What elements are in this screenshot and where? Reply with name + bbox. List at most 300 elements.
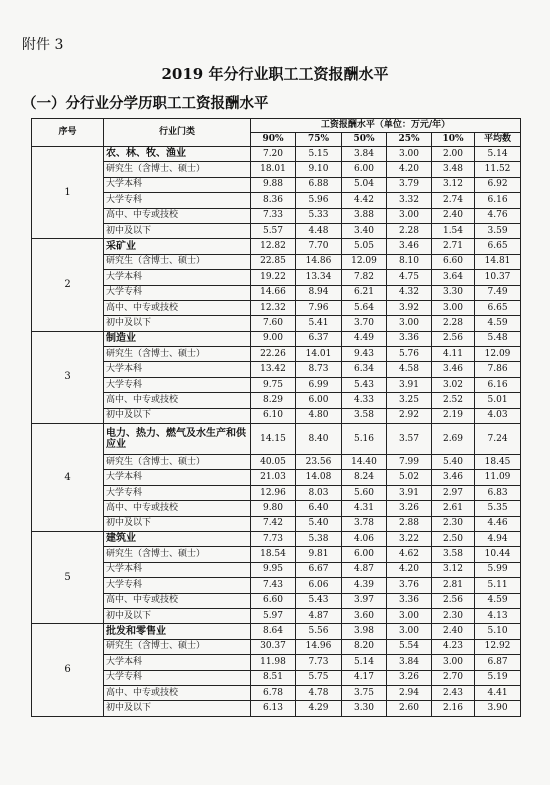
wage-value: 2.70 [432,670,475,685]
wage-value: 3.84 [387,655,432,670]
wage-value: 3.00 [432,300,475,315]
wage-value: 7.73 [251,531,296,546]
wage-value: 5.10 [475,624,521,639]
wage-value: 7.24 [475,424,521,455]
wage-value: 3.40 [342,223,387,238]
education-level: 高中、中专或技校 [104,393,251,408]
wage-value: 4.42 [342,193,387,208]
industry-name: 制造业 [104,331,251,346]
table-row [32,193,521,208]
wage-value: 8.24 [342,470,387,485]
wage-value: 6.13 [251,701,296,716]
row-index: 5 [32,531,104,623]
wage-value: 9.95 [251,562,296,577]
wage-value: 7.99 [387,455,432,470]
wage-value: 2.40 [432,208,475,223]
wage-value: 30.37 [251,639,296,654]
wage-value: 2.28 [432,316,475,331]
wage-value: 4.29 [296,701,342,716]
wage-value: 6.00 [342,547,387,562]
industry-name: 批发和零售业 [104,624,251,639]
wage-value: 4.20 [387,162,432,177]
wage-value: 3.92 [387,300,432,315]
table-row [32,362,521,377]
education-level: 大学专科 [104,377,251,392]
wage-value: 5.48 [475,331,521,346]
wage-value: 3.91 [387,377,432,392]
wage-value: 6.10 [251,408,296,423]
header-col: 75% [296,133,342,147]
wage-value: 13.42 [251,362,296,377]
wage-value: 3.59 [475,223,521,238]
wage-value: 3.00 [387,147,432,162]
wage-value: 6.21 [342,285,387,300]
table-row [32,300,521,315]
wage-value: 6.60 [251,593,296,608]
wage-value: 4.87 [342,562,387,577]
wage-value: 7.70 [296,239,342,254]
wage-value: 6.16 [475,377,521,392]
wage-value: 4.87 [296,608,342,623]
wage-value: 2.00 [432,147,475,162]
wage-value: 3.32 [387,193,432,208]
wage-value: 23.56 [296,455,342,470]
wage-value: 12.92 [475,639,521,654]
wage-value: 4.80 [296,408,342,423]
wage-value: 8.73 [296,362,342,377]
wage-value: 9.88 [251,177,296,192]
wage-value: 8.29 [251,393,296,408]
table-row [32,655,521,670]
section-heading: （一）分行业分学历职工工资报酬水平 [22,95,269,112]
wage-value: 22.85 [251,254,296,269]
wage-value: 3.64 [432,270,475,285]
table-row [32,701,521,716]
table-row [32,501,521,516]
wage-value: 8.36 [251,193,296,208]
wage-value: 5.38 [296,531,342,546]
education-level: 大学专科 [104,285,251,300]
wage-value: 2.60 [387,701,432,716]
wage-value: 2.56 [432,593,475,608]
wage-value: 2.19 [432,408,475,423]
wage-value: 11.52 [475,162,521,177]
wage-value: 14.08 [296,470,342,485]
table-row [32,285,521,300]
table-row [32,177,521,192]
education-level: 大学专科 [104,193,251,208]
table-row [32,531,521,546]
table-row [32,455,521,470]
wage-value: 3.90 [475,701,521,716]
wage-value: 7.43 [251,578,296,593]
wage-value: 5.16 [342,424,387,455]
wage-value: 3.00 [387,316,432,331]
wage-value: 9.43 [342,347,387,362]
wage-value: 6.83 [475,485,521,500]
wage-value: 5.64 [342,300,387,315]
table-row [32,208,521,223]
education-level: 初中及以下 [104,608,251,623]
row-index: 2 [32,239,104,331]
wage-value: 3.57 [387,424,432,455]
wage-value: 6.65 [475,239,521,254]
wage-value: 7.60 [251,316,296,331]
wage-value: 3.76 [387,578,432,593]
wage-value: 4.13 [475,608,521,623]
table-row [32,377,521,392]
wage-value: 18.45 [475,455,521,470]
wage-value: 3.46 [432,362,475,377]
wage-value: 4.46 [475,516,521,531]
wage-value: 4.17 [342,670,387,685]
wage-value: 14.86 [296,254,342,269]
wage-value: 6.78 [251,685,296,700]
education-level: 初中及以下 [104,701,251,716]
wage-value: 6.34 [342,362,387,377]
wage-value: 5.96 [296,193,342,208]
wage-value: 4.49 [342,331,387,346]
table-row [32,331,521,346]
table-row [32,162,521,177]
education-level: 研究生（含博士、硕士） [104,162,251,177]
wage-table [31,118,521,717]
header-col: 25% [387,133,432,147]
wage-value: 3.00 [432,655,475,670]
wage-value: 3.70 [342,316,387,331]
wage-value: 5.05 [342,239,387,254]
table-row [32,408,521,423]
wage-value: 3.58 [432,547,475,562]
wage-value: 14.40 [342,455,387,470]
wage-value: 3.60 [342,608,387,623]
wage-value: 9.00 [251,331,296,346]
row-index: 6 [32,624,104,716]
wage-value: 14.66 [251,285,296,300]
wage-value: 5.40 [432,455,475,470]
wage-value: 5.56 [296,624,342,639]
wage-value: 3.00 [387,624,432,639]
wage-value: 4.59 [475,593,521,608]
education-level: 大学本科 [104,562,251,577]
wage-value: 5.14 [475,147,521,162]
wage-value: 5.43 [296,593,342,608]
wage-value: 8.40 [296,424,342,455]
wage-value: 4.75 [387,270,432,285]
wage-value: 2.30 [432,608,475,623]
wage-value: 14.15 [251,424,296,455]
wage-value: 2.88 [387,516,432,531]
table-row [32,485,521,500]
wage-value: 12.96 [251,485,296,500]
industry-name: 建筑业 [104,531,251,546]
wage-value: 3.78 [342,516,387,531]
wage-value: 5.02 [387,470,432,485]
wage-value: 4.76 [475,208,521,223]
wage-value: 6.16 [475,193,521,208]
wage-value: 2.56 [432,331,475,346]
wage-value: 6.87 [475,655,521,670]
education-level: 研究生（含博士、硕士） [104,639,251,654]
table-row [32,547,521,562]
table-row [32,316,521,331]
wage-value: 3.91 [387,485,432,500]
wage-value: 3.36 [387,331,432,346]
row-index: 4 [32,424,104,532]
wage-value: 12.09 [342,254,387,269]
wage-value: 22.26 [251,347,296,362]
wage-value: 2.69 [432,424,475,455]
wage-value: 8.03 [296,485,342,500]
wage-value: 2.28 [387,223,432,238]
table-row [32,393,521,408]
wage-value: 11.09 [475,470,521,485]
wage-value: 6.37 [296,331,342,346]
row-index: 1 [32,147,104,239]
wage-value: 19.22 [251,270,296,285]
header-col: 50% [342,133,387,147]
wage-value: 4.33 [342,393,387,408]
wage-value: 2.61 [432,501,475,516]
wage-value: 14.96 [296,639,342,654]
wage-value: 7.49 [475,285,521,300]
education-level: 大学本科 [104,362,251,377]
education-level: 大学专科 [104,670,251,685]
table-row [32,223,521,238]
wage-value: 2.81 [432,578,475,593]
wage-value: 3.22 [387,531,432,546]
wage-value: 3.12 [432,177,475,192]
wage-value: 5.04 [342,177,387,192]
industry-name: 采矿业 [104,239,251,254]
wage-value: 5.75 [296,670,342,685]
wage-value: 4.58 [387,362,432,377]
wage-value: 6.00 [296,393,342,408]
table-row [32,670,521,685]
wage-value: 4.39 [342,578,387,593]
wage-value: 2.50 [432,531,475,546]
attachment-label: 附件 3 [22,37,64,53]
wage-value: 5.15 [296,147,342,162]
wage-value: 3.02 [432,377,475,392]
wage-value: 6.40 [296,501,342,516]
wage-value: 5.19 [475,670,521,685]
wage-value: 4.41 [475,685,521,700]
table-row [32,593,521,608]
wage-value: 4.48 [296,223,342,238]
wage-value: 5.60 [342,485,387,500]
wage-value: 12.32 [251,300,296,315]
wage-value: 3.26 [387,501,432,516]
wage-value: 18.54 [251,547,296,562]
wage-value: 5.14 [342,655,387,670]
wage-value: 5.99 [475,562,521,577]
education-level: 大学本科 [104,177,251,192]
wage-value: 7.33 [251,208,296,223]
row-index: 3 [32,331,104,423]
wage-value: 3.00 [387,208,432,223]
wage-value: 2.92 [387,408,432,423]
wage-value: 4.23 [432,639,475,654]
education-level: 高中、中专或技校 [104,685,251,700]
education-level: 大学本科 [104,655,251,670]
wage-value: 6.60 [432,254,475,269]
wage-value: 5.76 [387,347,432,362]
education-level: 高中、中专或技校 [104,501,251,516]
wage-value: 4.59 [475,316,521,331]
wage-value: 3.97 [342,593,387,608]
wage-value: 3.46 [387,239,432,254]
wage-value: 12.09 [475,347,521,362]
wage-value: 6.65 [475,300,521,315]
wage-value: 5.54 [387,639,432,654]
wage-value: 6.88 [296,177,342,192]
education-level: 研究生（含博士、硕士） [104,547,251,562]
wage-value: 3.98 [342,624,387,639]
education-level: 大学本科 [104,470,251,485]
wage-value: 10.37 [475,270,521,285]
wage-value: 6.67 [296,562,342,577]
wage-value: 18.01 [251,162,296,177]
wage-value: 4.32 [387,285,432,300]
wage-value: 14.81 [475,254,521,269]
wage-value: 2.43 [432,685,475,700]
wage-value: 9.80 [251,501,296,516]
wage-value: 6.00 [342,162,387,177]
table-row [32,578,521,593]
wage-value: 8.94 [296,285,342,300]
table-row [32,608,521,623]
wage-value: 3.12 [432,562,475,577]
wage-value: 2.30 [432,516,475,531]
wage-value: 5.33 [296,208,342,223]
document-title: 2019 年分行业职工工资报酬水平 [161,65,389,83]
wage-value: 3.00 [387,608,432,623]
wage-value: 4.31 [342,501,387,516]
wage-value: 3.30 [432,285,475,300]
header-category: 行业门类 [104,119,251,147]
wage-value: 5.97 [251,608,296,623]
industry-name: 农、林、牧、渔业 [104,147,251,162]
wage-value: 4.20 [387,562,432,577]
header-col: 90% [251,133,296,147]
education-level: 研究生（含博士、硕士） [104,254,251,269]
wage-value: 3.46 [432,470,475,485]
wage-value: 8.20 [342,639,387,654]
table-row [32,516,521,531]
table-row [32,470,521,485]
table-row [32,254,521,269]
wage-value: 3.36 [387,593,432,608]
wage-value: 8.10 [387,254,432,269]
wage-value: 12.82 [251,239,296,254]
education-level: 高中、中专或技校 [104,593,251,608]
wage-value: 40.05 [251,455,296,470]
wage-value: 5.43 [342,377,387,392]
wage-value: 3.75 [342,685,387,700]
table-row [32,347,521,362]
education-level: 大学专科 [104,485,251,500]
wage-value: 3.30 [342,701,387,716]
education-level: 研究生（含博士、硕士） [104,347,251,362]
wage-value: 3.88 [342,208,387,223]
wage-value: 9.10 [296,162,342,177]
wage-value: 7.86 [475,362,521,377]
wage-value: 10.44 [475,547,521,562]
wage-value: 7.82 [342,270,387,285]
education-level: 初中及以下 [104,408,251,423]
wage-value: 4.78 [296,685,342,700]
header-wage-group: 工资报酬水平（单位：万元/年） [251,119,521,133]
table-row [32,639,521,654]
table-row [32,147,521,162]
table-row [32,239,521,254]
table-row [32,624,521,639]
education-level: 初中及以下 [104,516,251,531]
education-level: 初中及以下 [104,223,251,238]
wage-value: 4.03 [475,408,521,423]
industry-name: 电力、热力、燃气及水生产和供应业 [104,424,251,455]
wage-value: 4.62 [387,547,432,562]
wage-value: 5.41 [296,316,342,331]
header-col: 平均数 [475,133,521,147]
wage-value: 5.40 [296,516,342,531]
header-index: 序号 [32,119,104,147]
table-row [32,424,521,455]
wage-value: 4.94 [475,531,521,546]
wage-value: 7.20 [251,147,296,162]
wage-value: 3.84 [342,147,387,162]
wage-value: 2.94 [387,685,432,700]
wage-value: 7.42 [251,516,296,531]
wage-value: 5.35 [475,501,521,516]
wage-value: 3.48 [432,162,475,177]
wage-value: 9.75 [251,377,296,392]
wage-value: 2.71 [432,239,475,254]
wage-value: 2.74 [432,193,475,208]
education-level: 研究生（含博士、硕士） [104,455,251,470]
wage-value: 9.81 [296,547,342,562]
wage-value: 3.79 [387,177,432,192]
wage-value: 13.34 [296,270,342,285]
education-level: 高中、中专或技校 [104,208,251,223]
wage-value: 5.11 [475,578,521,593]
wage-value: 8.51 [251,670,296,685]
education-level: 大学本科 [104,270,251,285]
wage-value: 21.03 [251,470,296,485]
wage-value: 6.92 [475,177,521,192]
education-level: 高中、中专或技校 [104,300,251,315]
wage-value: 2.40 [432,624,475,639]
wage-value: 6.99 [296,377,342,392]
wage-value: 11.98 [251,655,296,670]
wage-value: 8.64 [251,624,296,639]
header-col: 10% [432,133,475,147]
wage-value: 3.26 [387,670,432,685]
wage-value: 4.11 [432,347,475,362]
education-level: 大学专科 [104,578,251,593]
wage-value: 5.57 [251,223,296,238]
table-row [32,562,521,577]
table-row [32,270,521,285]
wage-value: 5.01 [475,393,521,408]
wage-value: 7.96 [296,300,342,315]
wage-value: 3.58 [342,408,387,423]
wage-value: 3.25 [387,393,432,408]
education-level: 初中及以下 [104,316,251,331]
wage-value: 2.97 [432,485,475,500]
wage-value: 14.01 [296,347,342,362]
